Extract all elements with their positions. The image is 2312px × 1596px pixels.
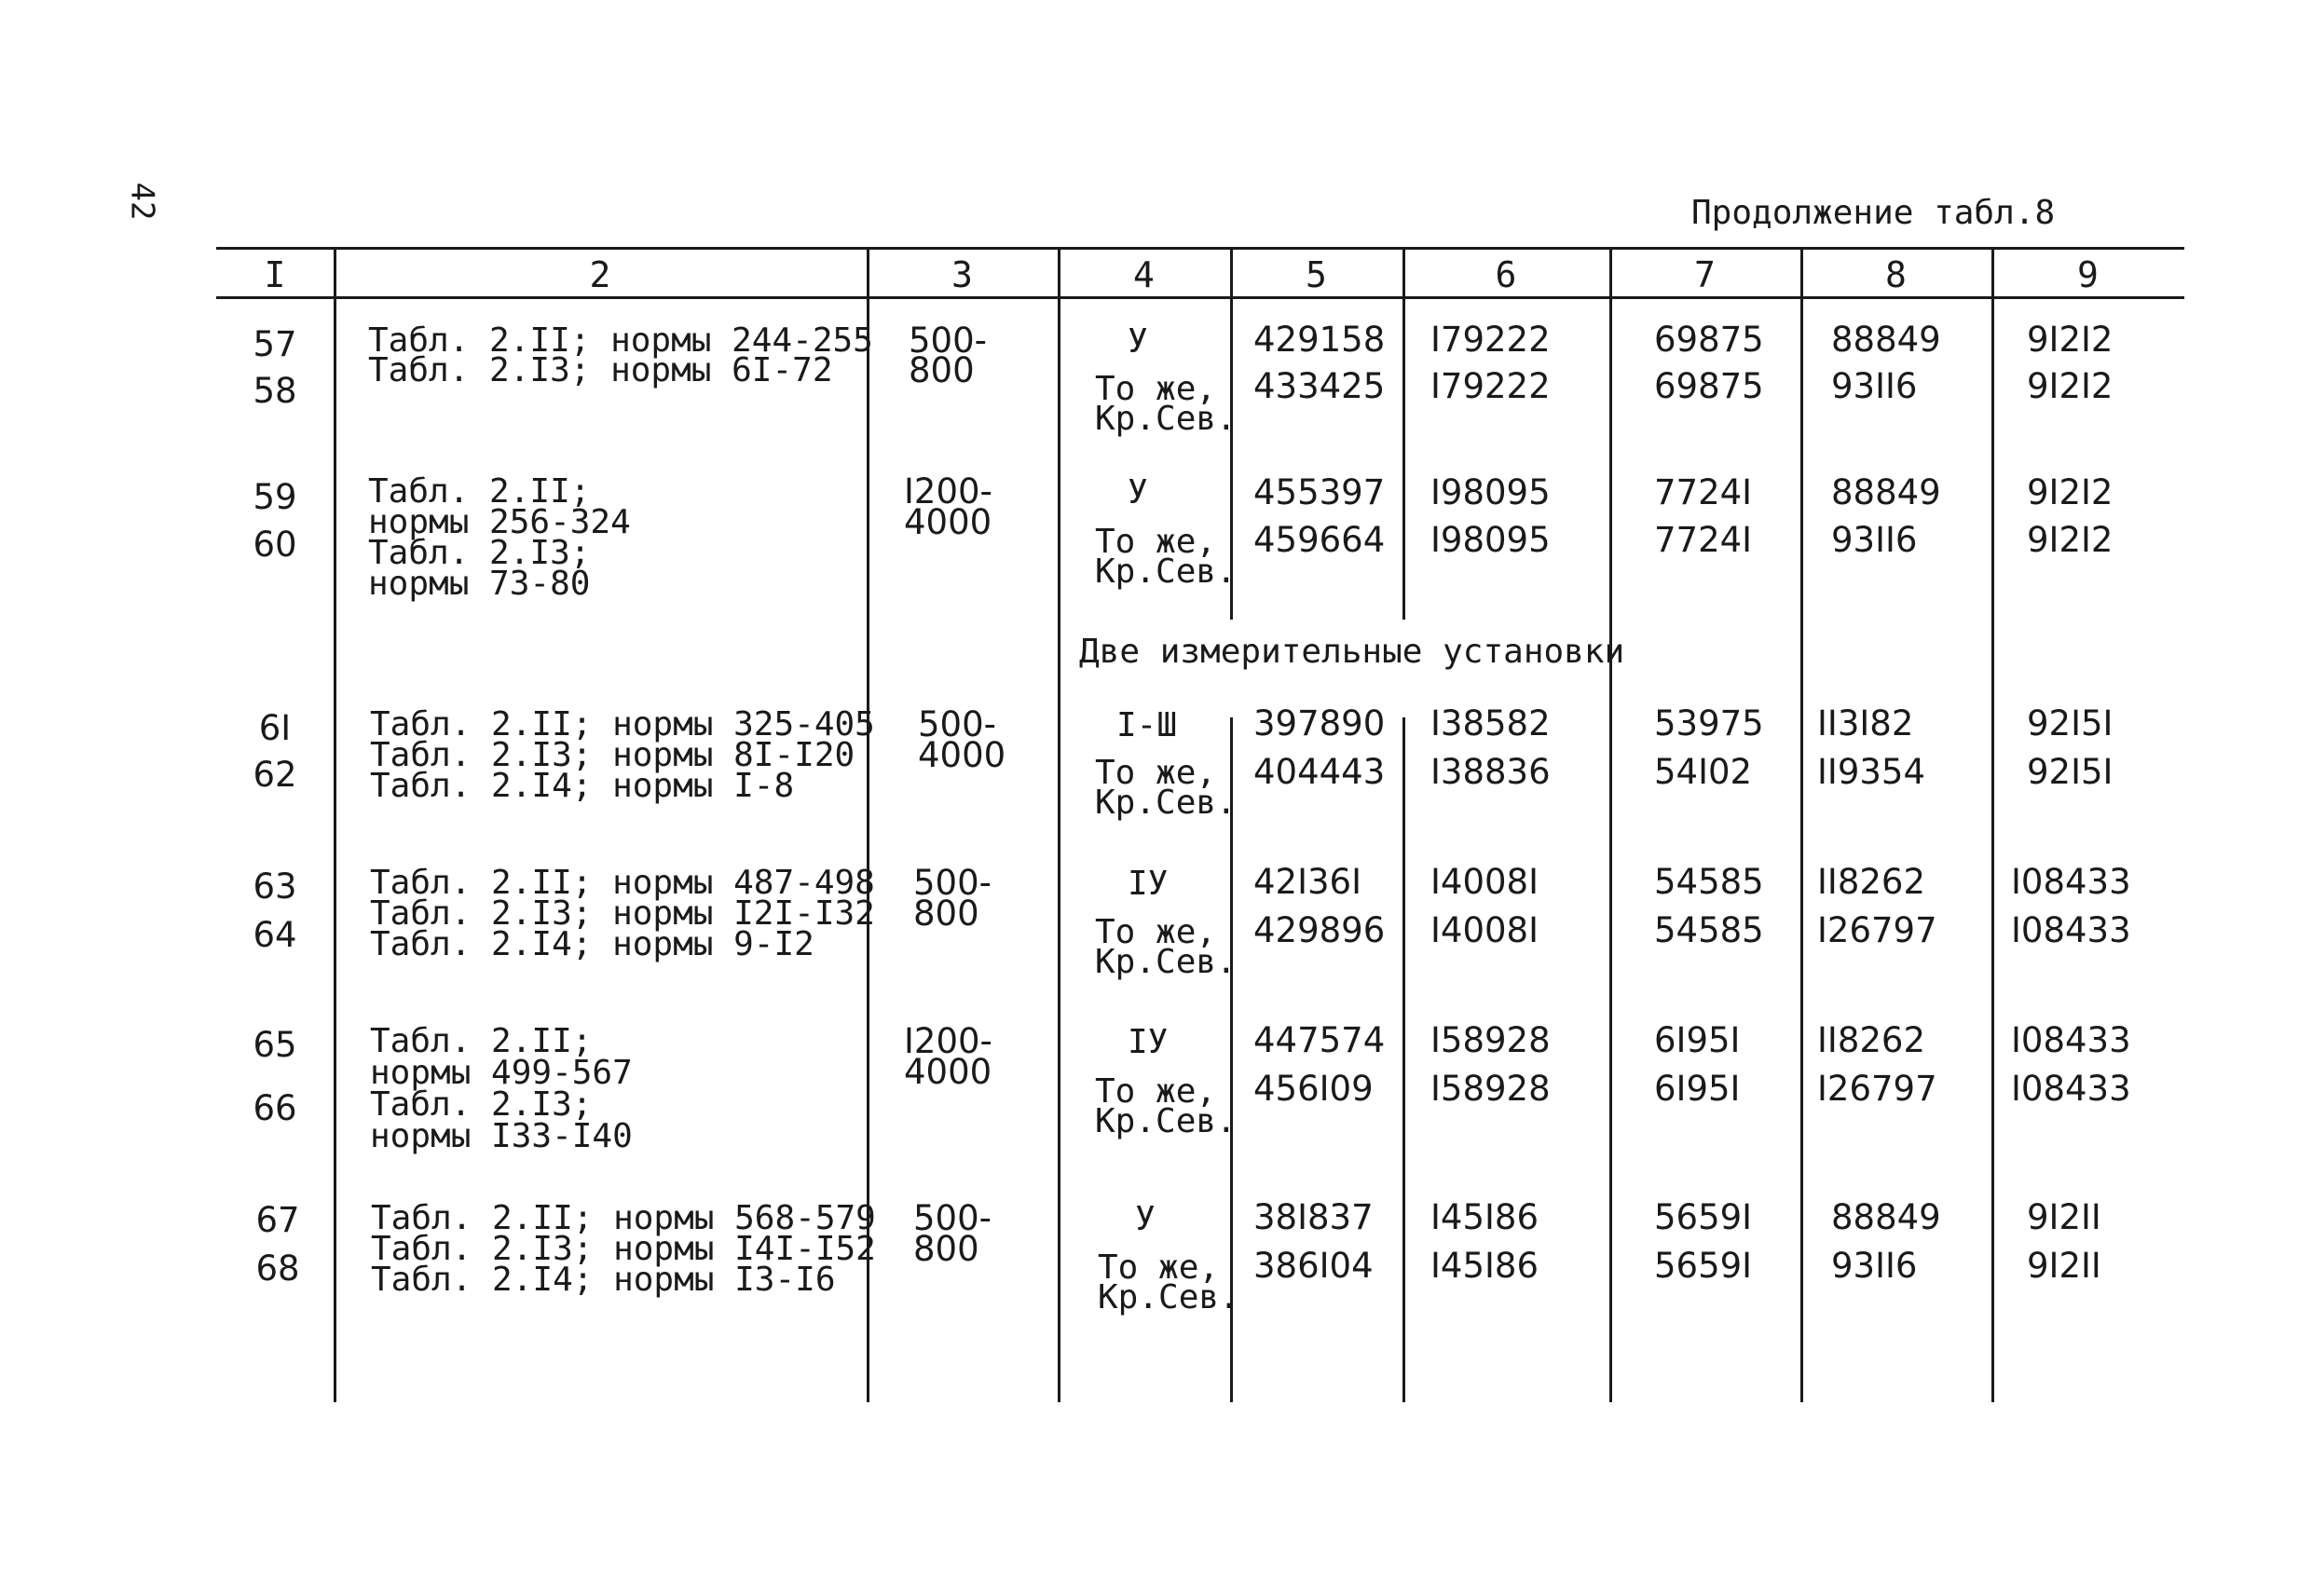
- value-cell: I08433: [2011, 910, 2131, 950]
- range-value: 4000: [904, 502, 992, 542]
- row-number: 68: [255, 1248, 300, 1289]
- value-cell: 69875: [1654, 320, 1764, 360]
- value-cell: 9I2II: [2027, 1197, 2101, 1237]
- row-number: 64: [253, 915, 297, 955]
- range-value: 800: [909, 350, 975, 390]
- value-cell: II8262: [1817, 862, 1925, 902]
- norm-reference: нормы 73-80: [368, 565, 591, 603]
- value-cell: II8262: [1817, 1020, 1925, 1060]
- table-caption: Продолжение табл.8: [1691, 194, 2056, 232]
- category: IУ: [1128, 1023, 1169, 1061]
- range-value: I200-: [904, 471, 992, 512]
- norm-reference: Табл. 2.I4; нормы 9-I2: [370, 925, 814, 963]
- value-cell: I45I86: [1430, 1246, 1539, 1286]
- column-header: 3: [951, 254, 973, 295]
- same-note: То же,: [1095, 1072, 1217, 1111]
- norm-reference: Табл. 2.I4; нормы I3-I6: [371, 1261, 836, 1299]
- category: I-Ш: [1116, 706, 1178, 744]
- same-note: Кр.Сев.: [1095, 552, 1237, 591]
- value-cell: I45I86: [1430, 1197, 1539, 1237]
- value-cell: 433425: [1253, 366, 1386, 406]
- value-cell: 42I36I: [1253, 862, 1361, 902]
- column-header: 2: [589, 254, 611, 295]
- column-divider: [334, 247, 336, 1402]
- value-cell: 5659I: [1654, 1246, 1753, 1286]
- range-value: 800: [913, 1229, 979, 1269]
- range-value: 4000: [904, 1052, 992, 1092]
- norm-reference: Табл. 2.I3;: [368, 534, 591, 572]
- norm-reference: Табл. 2.II; нормы 244-255: [368, 321, 873, 360]
- value-cell: 9I2II: [2027, 1246, 2101, 1286]
- value-cell: 5659I: [1654, 1197, 1753, 1237]
- value-cell: I79222: [1430, 366, 1551, 406]
- value-cell: I98095: [1430, 520, 1551, 560]
- table-header-rule: [216, 296, 2184, 299]
- same-note: Кр.Сев.: [1095, 943, 1237, 981]
- value-cell: 429896: [1253, 910, 1386, 950]
- page-number: 42: [123, 182, 161, 221]
- value-cell: 54585: [1654, 862, 1764, 902]
- value-cell: 7724I: [1654, 520, 1753, 560]
- value-cell: 93II6: [1831, 520, 1918, 560]
- category: У: [1135, 1200, 1156, 1238]
- range-value: I200-: [904, 1021, 992, 1061]
- same-note: То же,: [1095, 913, 1217, 951]
- row-number: 66: [253, 1088, 297, 1128]
- column-divider: [1402, 247, 1405, 620]
- same-note: То же,: [1098, 1248, 1220, 1287]
- value-cell: I38582: [1430, 703, 1551, 743]
- range-value: 500-: [913, 863, 992, 903]
- value-cell: 53975: [1654, 703, 1764, 743]
- value-cell: 6I95I: [1654, 1069, 1741, 1109]
- category: У: [1128, 473, 1148, 512]
- value-cell: 88849: [1831, 472, 1941, 512]
- column-divider: [1609, 247, 1612, 1402]
- value-cell: I26797: [1817, 910, 1937, 950]
- norm-reference: Табл. 2.II;: [370, 1022, 593, 1060]
- column-divider: [1058, 247, 1060, 1402]
- row-number: 62: [253, 755, 297, 795]
- column-divider: [1800, 247, 1803, 1402]
- value-cell: 69875: [1654, 366, 1764, 406]
- range-value: 500-: [913, 1198, 992, 1238]
- value-cell: I08433: [2011, 862, 2131, 902]
- value-cell: 404443: [1253, 752, 1386, 792]
- value-cell: 455397: [1253, 472, 1386, 512]
- column-divider: [1402, 717, 1405, 1402]
- range-value: 500-: [909, 321, 987, 361]
- column-divider: [1991, 247, 1994, 1402]
- column-header: 7: [1694, 254, 1716, 295]
- value-cell: 456I09: [1253, 1069, 1374, 1109]
- value-cell: 6I95I: [1654, 1020, 1741, 1060]
- value-cell: 386I04: [1253, 1246, 1374, 1286]
- value-cell: 93II6: [1831, 1246, 1918, 1286]
- same-note: Кр.Сев.: [1098, 1278, 1239, 1316]
- norm-reference: Табл. 2.II;: [368, 472, 591, 511]
- same-note: Кр.Сев.: [1095, 784, 1237, 822]
- value-cell: I08433: [2011, 1069, 2131, 1109]
- value-cell: 9I2I2: [2027, 520, 2114, 560]
- value-cell: I4008I: [1430, 910, 1539, 950]
- column-header: 9: [2077, 254, 2099, 295]
- value-cell: 93II6: [1831, 366, 1918, 406]
- same-note: То же,: [1095, 523, 1217, 561]
- value-cell: 397890: [1253, 703, 1386, 743]
- value-cell: 54585: [1654, 910, 1764, 950]
- norm-reference: Табл. 2.I3;: [370, 1085, 593, 1124]
- row-number: 63: [253, 866, 297, 907]
- value-cell: I26797: [1817, 1069, 1937, 1109]
- column-header: 6: [1495, 254, 1517, 295]
- range-value: 4000: [918, 735, 1006, 775]
- value-cell: 9I2I2: [2027, 366, 2114, 406]
- row-number: 57: [253, 324, 297, 364]
- norm-reference: Табл. 2.II; нормы 325-405: [370, 705, 875, 743]
- same-note: То же,: [1095, 754, 1217, 792]
- column-header: 5: [1306, 254, 1327, 295]
- value-cell: 54I02: [1654, 752, 1753, 792]
- norm-reference: Табл. 2.I4; нормы I-8: [370, 767, 795, 805]
- value-cell: I08433: [2011, 1020, 2131, 1060]
- norm-reference: Табл. 2.II; нормы 568-579: [371, 1199, 876, 1237]
- norm-reference: Табл. 2.I3; нормы I2I-I32: [370, 894, 875, 933]
- value-cell: I58928: [1430, 1069, 1551, 1109]
- value-cell: 88849: [1831, 1197, 1941, 1237]
- value-cell: 447574: [1253, 1020, 1386, 1060]
- row-number: 67: [255, 1200, 300, 1240]
- category: IУ: [1128, 865, 1169, 903]
- value-cell: 9I2I2: [2027, 320, 2114, 360]
- row-number: 65: [253, 1025, 297, 1065]
- norm-reference: Табл. 2.II; нормы 487-498: [370, 864, 875, 902]
- norm-reference: Табл. 2.I3; нормы I4I-I52: [371, 1230, 876, 1268]
- norm-reference: нормы I33-I40: [370, 1117, 633, 1155]
- same-note: То же,: [1095, 370, 1217, 408]
- value-cell: 38I837: [1253, 1197, 1374, 1237]
- value-cell: I79222: [1430, 320, 1551, 360]
- norm-reference: нормы 256-324: [368, 503, 631, 541]
- column-header: 4: [1133, 254, 1155, 295]
- value-cell: I58928: [1430, 1020, 1551, 1060]
- value-cell: 429158: [1253, 320, 1386, 360]
- same-note: Кр.Сев.: [1095, 400, 1237, 438]
- range-value: 800: [913, 893, 979, 934]
- row-number: 58: [253, 371, 297, 411]
- row-number: 60: [253, 525, 297, 565]
- column-header: I: [264, 254, 286, 295]
- value-cell: I98095: [1430, 472, 1551, 512]
- same-note: Кр.Сев.: [1095, 1102, 1237, 1140]
- range-value: 500-: [918, 704, 996, 744]
- norm-reference: Табл. 2.I3; нормы 8I-I20: [370, 736, 855, 774]
- value-cell: 92I5I: [2027, 752, 2114, 792]
- value-cell: II9354: [1817, 752, 1925, 792]
- row-number: 6I: [258, 708, 292, 748]
- column-header: 8: [1885, 254, 1907, 295]
- value-cell: 9I2I2: [2027, 472, 2114, 512]
- section-label: Две измерительные установки: [1079, 633, 1625, 671]
- norm-reference: нормы 499-567: [370, 1054, 633, 1092]
- value-cell: 459664: [1253, 520, 1386, 560]
- value-cell: 92I5I: [2027, 703, 2114, 743]
- value-cell: II3I82: [1817, 703, 1914, 743]
- value-cell: I38836: [1430, 752, 1551, 792]
- value-cell: 7724I: [1654, 472, 1753, 512]
- table-top-rule: [216, 247, 2184, 250]
- value-cell: 88849: [1831, 320, 1941, 360]
- row-number: 59: [253, 477, 297, 517]
- category: У: [1128, 322, 1148, 361]
- norm-reference: Табл. 2.I3; нормы 6I-72: [368, 351, 833, 389]
- value-cell: I4008I: [1430, 862, 1539, 902]
